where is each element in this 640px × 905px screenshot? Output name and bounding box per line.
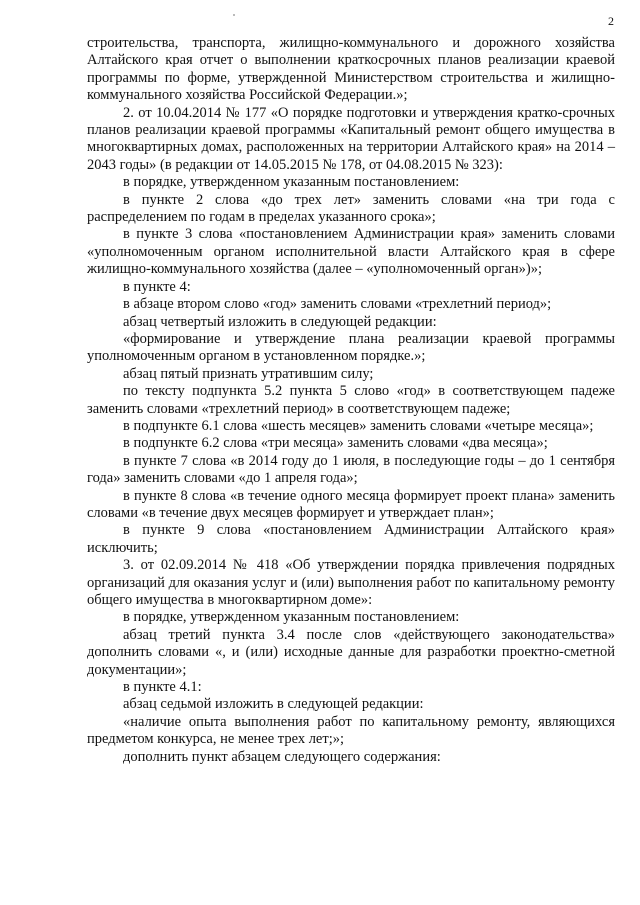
paragraph: в пункте 3 слова «постановлением Администрации края» заменить словами «уполномоченным органом исполнительной власти Алтайского края в сфере жилищно-коммунального хозяйства (далее – «уполномоченный орган»)»; (87, 226, 615, 278)
paragraph: дополнить пункт абзацем следующего содержания: (123, 748, 441, 765)
paragraph: в порядке, утвержденном указанным постановлением: (123, 609, 460, 626)
paragraph: в подпункте 6.1 слова «шесть месяцев» заменить словами «четыре месяца»; (123, 417, 594, 434)
scan-speck (233, 14, 235, 16)
paragraph: 2. от 10.04.2014 № 177 «О порядке подготовки и утверждения кратко-срочных планов реализации краевой программы «Капитальный ремонт общего имущества в многоквартирных домах, расположенных на территории Алтайского края» на 2014 – 2043 годы» (в редакции от 14.05.2015 № 178, от 04.08.2015 № 323): (87, 104, 615, 173)
paragraph: в пункте 2 слова «до трех лет» заменить словами «на три года с распределением по годам в пределах указанного срока»; (87, 191, 615, 226)
paragraph: «наличие опыта выполнения работ по капитальному ремонту, являющихся предметом конкурса, не менее трех лет;»; (87, 713, 615, 748)
paragraph: в пункте 9 слова «постановлением Администрации Алтайского края» исключить; (87, 522, 615, 556)
paragraph: абзац четвертый изложить в следующей редакции: (123, 313, 437, 330)
paragraph: по тексту подпункта 5.2 пункта 5 слово «год» в соответствующем падеже заменить словами «трехлетний период» в соответствующем падеже; (87, 383, 615, 417)
paragraph: в абзаце втором слово «год» заменить словами «трехлетний период»; (123, 296, 552, 313)
paragraph: абзац пятый признать утратившим силу; (123, 365, 374, 382)
paragraph: в подпункте 6.2 слова «три месяца» заменить словами «два месяца»; (123, 435, 548, 452)
paragraph: 3. от 02.09.2014 № 418 «Об утверждении порядка привлечения подрядных организаций для оказания услуг и (или) выполнения работ по капитальному ремонту общего имущества в многоквартирном доме»: (87, 557, 615, 608)
page-number: 2 (608, 14, 614, 28)
paragraph: абзац седьмой изложить в следующей редакции: (123, 696, 424, 713)
paragraph: в пункте 7 слова «в 2014 году до 1 июля, в последующие годы – до 1 сентября года» заменить словами «до 1 апреля года»; (87, 452, 615, 487)
paragraph: строительства, транспорта, жилищно-коммунального и дорожного хозяйства Алтайского края отчет о выполнении краткосрочных планов реализации краевой программы по форме, утвержденной Министерством строительства и жилищно-коммунального хозяйства Российской Федерации.»; (87, 35, 615, 104)
paragraph: абзац третий пункта 3.4 после слов «действующего законодательства» дополнить словами «, и (или) исходные данные для разработки проектно-сметной документации»; (87, 626, 615, 678)
paragraph: в пункте 4.1: (123, 679, 202, 696)
document-body (87, 35, 615, 766)
paragraph: в пункте 8 слова «в течение одного месяца формирует проект плана» заменить словами «в течение двух месяцев формирует и утверждает план»; (87, 487, 615, 521)
paragraph: в пункте 4: (123, 278, 191, 295)
paragraph: в порядке, утвержденном указанным постановлением: (123, 174, 460, 191)
paragraph: «формирование и утверждение плана реализации краевой программы уполномоченным органом в установленном порядке.»; (87, 330, 615, 365)
